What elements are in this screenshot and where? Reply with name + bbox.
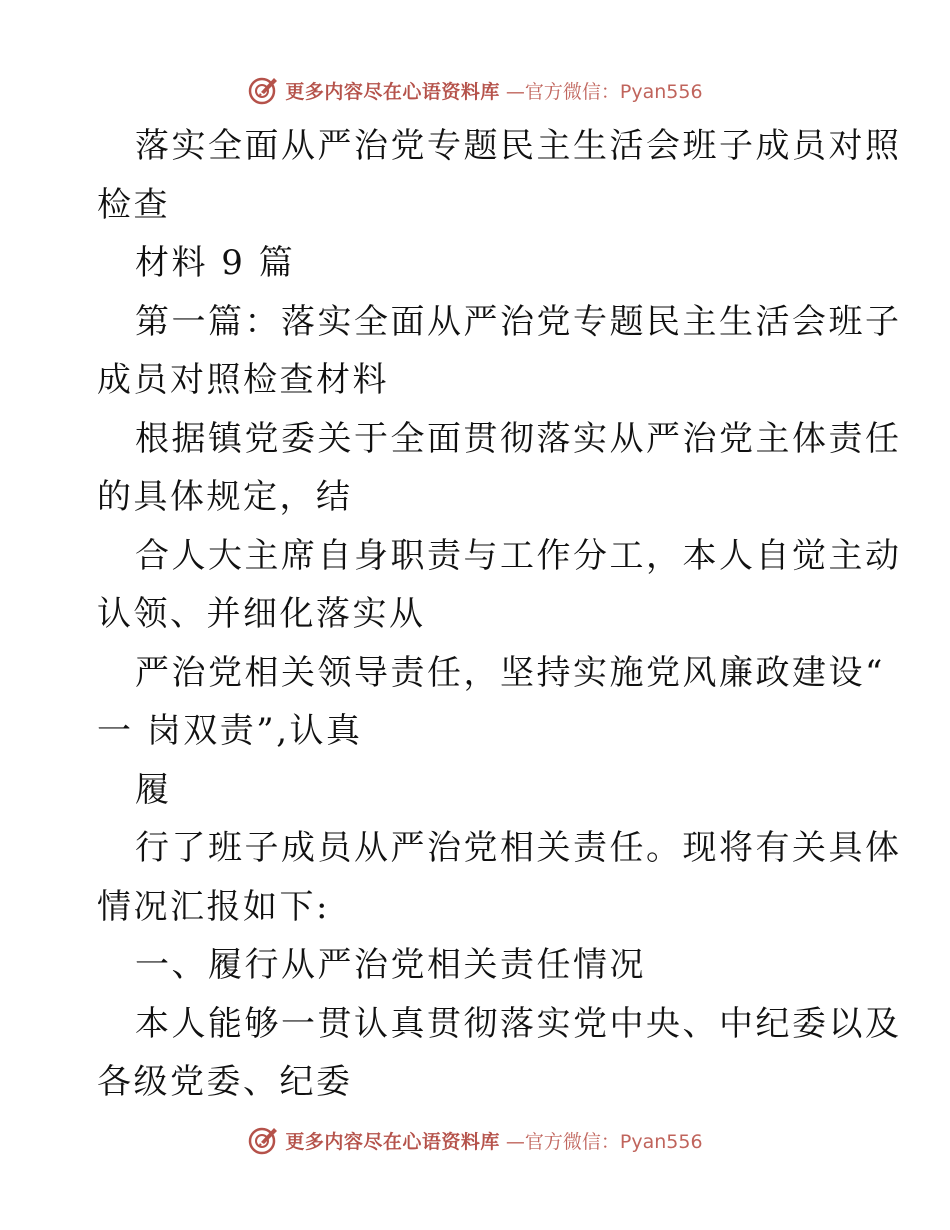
text-line: 合人大主席自身职责与工作分工，本人自觉主动 — [135, 535, 902, 576]
text-line: 检查 — [97, 184, 170, 225]
wechat-contact: —官方微信：Pyan556 — [505, 80, 703, 103]
pen-logo-icon — [247, 1124, 279, 1156]
footer-banner — [0, 1120, 950, 1160]
site-name: 更多内容尽在心语资料库 — [285, 80, 500, 103]
text-line: 履 — [135, 769, 172, 810]
text-line: 一 岗双责”,认真 — [97, 711, 363, 751]
document-body — [97, 117, 902, 1112]
text-line: 落实全面从严治党专题民主生活会班子成员对照 — [135, 126, 902, 166]
text-line: 本人能够一贯认真贯彻落实党中央、中纪委以及 — [135, 1003, 902, 1044]
text-line: 根据镇党委关于全面贯彻落实从严治党主体责任 — [135, 418, 902, 459]
text-line: 的具体规定，结 — [97, 477, 353, 517]
text-line: 各级党委、纪委 — [97, 1062, 353, 1102]
text-line: 材料 9 篇 — [135, 243, 296, 283]
pen-logo-icon — [247, 74, 279, 106]
text-line: 成员对照检查材料 — [97, 360, 389, 400]
text-line: 行了班子成员从严治党相关责任。现将有关具体 — [135, 828, 902, 868]
text-line: 第一篇：落实全面从严治党专题民主生活会班子 — [135, 301, 902, 342]
header-banner — [0, 70, 950, 110]
text-line: 严治党相关领导责任，坚持实施党风廉政建设“ — [135, 652, 885, 693]
wechat-contact: —官方微信：Pyan556 — [505, 1130, 703, 1153]
text-line: 认领、并细化落实从 — [97, 594, 426, 634]
site-name: 更多内容尽在心语资料库 — [285, 1130, 500, 1153]
text-line: 情况汇报如下: — [97, 886, 330, 927]
text-line: 一、履行从严治党相关责任情况 — [135, 945, 646, 985]
